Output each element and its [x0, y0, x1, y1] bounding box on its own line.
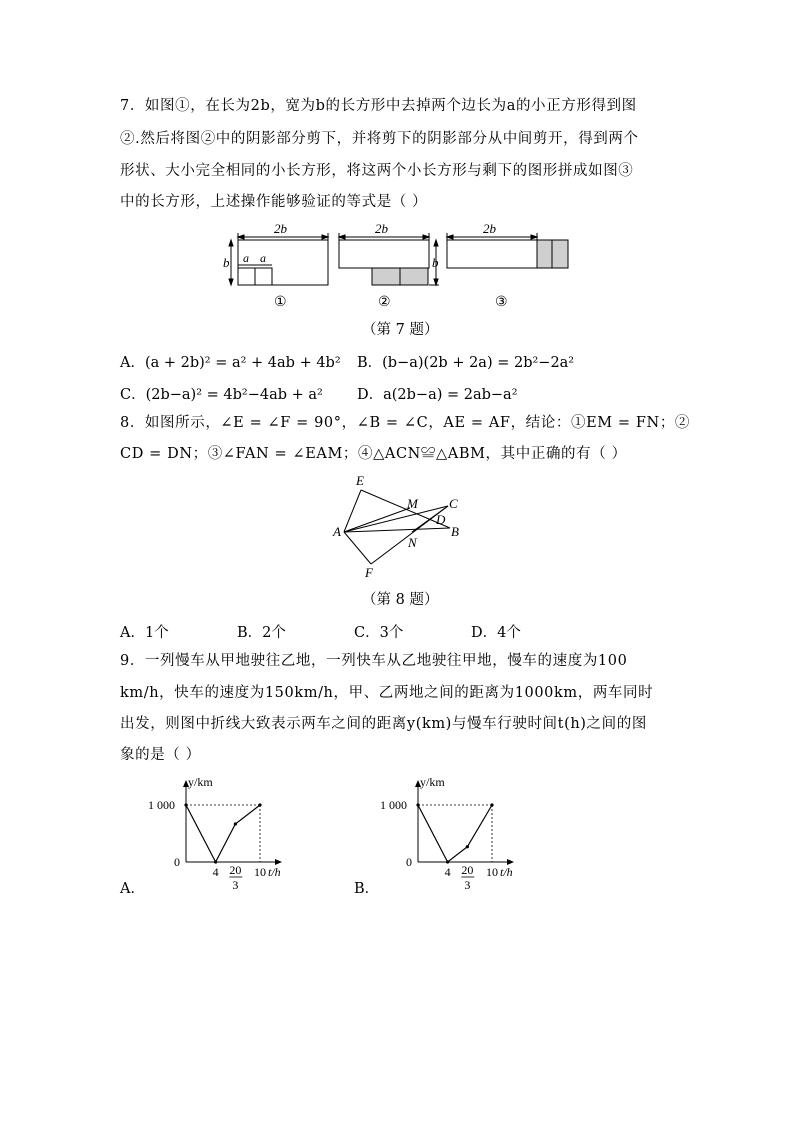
q7-line-2: ②.然后将图②中的阴影部分剪下，并将剪下的阴影部分从中间剪开，得到两个	[120, 131, 639, 147]
point-B: B	[451, 524, 459, 539]
data-point-2	[466, 845, 469, 848]
segment-AC	[344, 506, 448, 532]
point-C: C	[449, 496, 458, 511]
x-tick-10: 10	[486, 865, 498, 879]
fig2-shaded-2	[400, 268, 428, 285]
fig1-number: ①	[274, 295, 287, 310]
data-point-3	[490, 803, 493, 806]
q8-option-c[interactable]: C．3个	[354, 625, 404, 641]
y-axis-label: y/km	[188, 775, 213, 789]
fig2-shaded-1	[372, 268, 400, 285]
fig1-label-b: b	[223, 255, 230, 270]
point-A: A	[333, 524, 341, 539]
y-axis-label: y/km	[420, 775, 445, 789]
q7-option-b[interactable]: B．(b−a)(2b + 2a) = 2b²−2a²	[357, 355, 575, 371]
fig2-number: ②	[378, 295, 391, 310]
point-N: N	[408, 535, 417, 550]
segment-AB	[344, 528, 450, 532]
q8-option-a[interactable]: A．1个	[120, 625, 169, 641]
fig1-label-2b: 2b	[274, 221, 287, 236]
q9-line-3: 出发，则图中折线大致表示两车之间的距离y(km)与慢车行驶时间t(h)之间的图	[120, 716, 647, 732]
q7-option-d[interactable]: D．a(2b−a) = 2ab−a²	[357, 387, 518, 403]
fig2-label-b: b	[432, 255, 439, 270]
q9-line-4: 象的是（ ）	[120, 747, 201, 763]
x-tick-20-over-3-numerator: 20	[229, 863, 242, 877]
x-axis-label: t/h	[268, 865, 281, 879]
segment-AE	[344, 490, 361, 532]
q7-figure	[0, 218, 794, 328]
fig2-rectangle	[339, 240, 429, 268]
q9-line-1: 9．一列慢车从甲地驶往乙地，一列快车从乙地驶往甲地，慢车的速度为100	[120, 653, 628, 669]
segment-AF	[344, 532, 371, 564]
q9-option-a-label[interactable]: A．	[120, 881, 145, 897]
q7-fig3	[447, 233, 568, 268]
point-M: M	[407, 496, 418, 511]
origin-label: 0	[406, 855, 412, 869]
x-tick-20-over-3-denominator: 3	[232, 878, 239, 892]
q7-line-1: 7．如图①，在长为2b，宽为b的长方形中去掉两个边长为a的小正方形得到图	[120, 98, 637, 114]
fig1-rectangle	[238, 240, 328, 285]
point-D: D	[436, 512, 446, 527]
x-tick-20-over-3-denominator: 3	[464, 878, 471, 892]
fig2-label-2b: 2b	[375, 221, 388, 236]
q8-line-2: CD = DN；③∠FAN = ∠EAM；④△ACN≌△ABM，其中正确的有（ ）	[120, 446, 627, 462]
x-tick-4: 4	[444, 865, 451, 879]
fig3-label-2b: 2b	[483, 221, 496, 236]
q7-caption: （第 7 题）	[362, 322, 439, 338]
q7-fig2	[339, 233, 439, 285]
x-tick-4: 4	[212, 865, 219, 879]
q9-line-2: km/h，快车的速度为150km/h，甲、乙两地之间的距离为1000km，两车同时	[120, 685, 654, 701]
origin-label: 0	[174, 855, 180, 869]
y-tick-1000: 1 000	[380, 798, 407, 812]
fig1-label-a1: a	[243, 251, 249, 265]
q8-figure	[0, 470, 794, 580]
q8-option-b[interactable]: B．2个	[237, 625, 286, 641]
point-E: E	[356, 473, 364, 488]
fig1-square-1	[238, 268, 255, 285]
point-F: F	[365, 565, 373, 580]
x-tick-20-over-3-numerator: 20	[461, 863, 474, 877]
x-tick-10: 10	[254, 865, 266, 879]
data-point-0	[416, 803, 419, 806]
fig3-shaded-2	[552, 240, 568, 268]
q7-line-3: 形状、大小完全相同的小长方形，将这两个小长方形与剩下的图形拼成如图③	[120, 163, 634, 179]
q8-line-1: 8．如图所示，∠E = ∠F = 90°，∠B = ∠C，AE = AF，结论：①EM = FN；②	[120, 415, 691, 431]
series-line	[418, 805, 492, 862]
y-tick-1000: 1 000	[148, 798, 175, 812]
q7-line-4: 中的长方形，上述操作能够验证的等式是（ ）	[120, 194, 428, 210]
q7-option-c[interactable]: C．(2b−a)² = 4b²−4ab + a²	[120, 387, 323, 403]
fig3-number: ③	[495, 295, 508, 310]
x-axis-label: t/h	[500, 865, 513, 879]
q9-option-b-label[interactable]: B．	[354, 881, 380, 897]
data-point-1	[446, 860, 449, 863]
segment-AM	[344, 508, 410, 532]
q8-caption: （第 8 题）	[362, 592, 439, 608]
q8-option-d[interactable]: D．4个	[471, 625, 521, 641]
fig1-label-a2: a	[260, 251, 266, 265]
fig3-rectangle	[447, 240, 537, 268]
q7-option-a[interactable]: A．(a + 2b)² = a² + 4ab + 4b²	[120, 355, 341, 371]
fig3-shaded-1	[537, 240, 552, 268]
fig1-square-2	[255, 268, 272, 285]
